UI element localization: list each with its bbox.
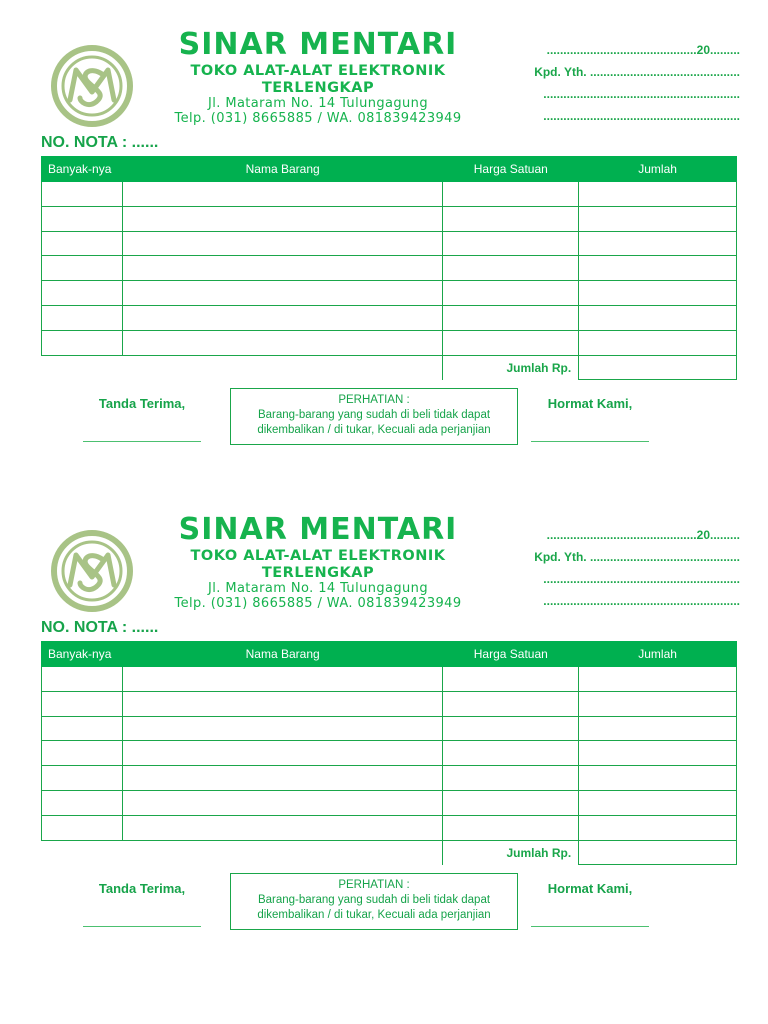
store-subtitle-line-1: TOKO ALAT-ALAT ELEKTRONIK <box>190 63 446 79</box>
column-header-qty: Banyak-nya <box>42 642 123 667</box>
unit-price-cell[interactable] <box>443 182 579 207</box>
regards-signature-line[interactable] <box>531 441 649 442</box>
unit-price-cell[interactable] <box>443 667 579 692</box>
item-name-cell[interactable] <box>122 305 442 330</box>
table-row <box>42 815 737 840</box>
item-name-cell[interactable] <box>122 766 442 791</box>
store-name: SINAR MENTARI <box>178 27 458 62</box>
total-cell[interactable] <box>579 305 737 330</box>
store-address: Jl. Mataram No. 14 Tulungagung <box>208 96 428 111</box>
item-name-cell[interactable] <box>122 330 442 355</box>
qty-cell[interactable] <box>42 790 123 815</box>
table-header <box>42 642 737 667</box>
item-name-cell[interactable] <box>122 231 442 256</box>
received-by-label: Tanda Terima, <box>98 396 186 411</box>
total-cell[interactable] <box>579 206 737 231</box>
address-line-1[interactable]: ........................................................... <box>543 87 740 101</box>
regards-signature-line[interactable] <box>531 926 649 927</box>
items-table <box>41 156 737 380</box>
qty-cell[interactable] <box>42 716 123 741</box>
unit-price-cell[interactable] <box>443 330 579 355</box>
column-header-total: Jumlah <box>579 642 737 667</box>
store-subtitle-line-2: TERLENGKAP <box>261 80 375 96</box>
column-header-unit-price: Harga Satuan <box>443 157 579 182</box>
store-subtitle <box>160 548 476 582</box>
total-cell[interactable] <box>579 182 737 207</box>
invoice-number[interactable]: NO. NOTA : ...... <box>41 619 159 636</box>
qty-cell[interactable] <box>42 691 123 716</box>
notice-line-2: dikembalikan / di tukar, Kecuali ada perjanjian <box>257 909 491 921</box>
total-cell[interactable] <box>579 330 737 355</box>
total-cell[interactable] <box>579 231 737 256</box>
store-address: Jl. Mataram No. 14 Tulungagung <box>208 581 428 596</box>
table-row <box>42 691 737 716</box>
total-label: Jumlah Rp. <box>506 845 572 860</box>
item-name-cell[interactable] <box>122 716 442 741</box>
item-name-cell[interactable] <box>122 182 442 207</box>
unit-price-cell[interactable] <box>443 766 579 791</box>
table-row <box>42 256 737 281</box>
total-row <box>42 355 737 380</box>
item-name-cell[interactable] <box>122 206 442 231</box>
column-header-unit-price: Harga Satuan <box>443 642 579 667</box>
table-row <box>42 305 737 330</box>
table-row <box>42 766 737 791</box>
total-cell[interactable] <box>579 281 737 306</box>
qty-cell[interactable] <box>42 206 123 231</box>
invoice-number[interactable]: NO. NOTA : ...... <box>41 134 159 151</box>
sm-monogram-logo <box>50 529 134 613</box>
address-line-2[interactable]: ........................................................... <box>543 594 740 608</box>
total-cell[interactable] <box>579 256 737 281</box>
table-row <box>42 741 737 766</box>
total-cell[interactable] <box>579 815 737 840</box>
qty-cell[interactable] <box>42 667 123 692</box>
nota-form-2 <box>0 485 768 955</box>
store-subtitle-line-1: TOKO ALAT-ALAT ELEKTRONIK <box>190 548 446 564</box>
received-signature-line[interactable] <box>83 441 201 442</box>
recipient-block <box>516 42 740 130</box>
nota-form-1 <box>0 0 768 470</box>
qty-cell[interactable] <box>42 231 123 256</box>
table-row <box>42 667 737 692</box>
received-by-label: Tanda Terima, <box>98 881 186 896</box>
total-label: Jumlah Rp. <box>506 360 572 375</box>
total-cell[interactable] <box>579 741 737 766</box>
qty-cell[interactable] <box>42 182 123 207</box>
column-header-item-name: Nama Barang <box>122 642 442 667</box>
address-line-2[interactable]: ........................................................... <box>543 109 740 123</box>
unit-price-cell[interactable] <box>443 281 579 306</box>
unit-price-cell[interactable] <box>443 790 579 815</box>
unit-price-cell[interactable] <box>443 206 579 231</box>
total-amount-cell[interactable] <box>579 840 737 865</box>
item-name-cell[interactable] <box>122 790 442 815</box>
unit-price-cell[interactable] <box>443 741 579 766</box>
received-signature-line[interactable] <box>83 926 201 927</box>
item-name-cell[interactable] <box>122 815 442 840</box>
recipient-line[interactable]: Kpd. Yth. ............................................. <box>534 550 740 564</box>
table-row <box>42 182 737 207</box>
total-cell[interactable] <box>579 716 737 741</box>
recipient-line[interactable]: Kpd. Yth. ............................................. <box>534 65 740 79</box>
unit-price-cell[interactable] <box>443 691 579 716</box>
store-name: SINAR MENTARI <box>178 512 458 547</box>
notice-title: PERHATIAN : <box>338 879 410 891</box>
qty-cell[interactable] <box>42 281 123 306</box>
item-name-cell[interactable] <box>122 691 442 716</box>
unit-price-cell[interactable] <box>443 305 579 330</box>
item-name-cell[interactable] <box>122 256 442 281</box>
qty-cell[interactable] <box>42 305 123 330</box>
notice-line-1: Barang-barang yang sudah di beli tidak dapat <box>257 894 491 906</box>
column-header-total: Jumlah <box>579 157 737 182</box>
table-row <box>42 206 737 231</box>
table-row <box>42 716 737 741</box>
date-line[interactable]: .............................................20......... <box>546 528 740 542</box>
notice-box <box>230 873 518 930</box>
total-cell[interactable] <box>579 691 737 716</box>
table-header <box>42 157 737 182</box>
unit-price-cell[interactable] <box>443 716 579 741</box>
regards-label: Hormat Kami, <box>547 396 633 411</box>
total-row <box>42 840 737 865</box>
table-row <box>42 231 737 256</box>
address-line-1[interactable]: ........................................................... <box>543 572 740 586</box>
qty-cell[interactable] <box>42 330 123 355</box>
store-subtitle-line-2: TERLENGKAP <box>261 565 375 581</box>
store-phone: Telp. (031) 8665885 / WA. 081839423949 <box>174 596 462 611</box>
date-line[interactable]: .............................................20......... <box>546 43 740 57</box>
table-row <box>42 281 737 306</box>
item-name-cell[interactable] <box>122 741 442 766</box>
store-phone: Telp. (031) 8665885 / WA. 081839423949 <box>174 111 462 126</box>
column-header-item-name: Nama Barang <box>122 157 442 182</box>
unit-price-cell[interactable] <box>443 256 579 281</box>
item-name-cell[interactable] <box>122 667 442 692</box>
regards-label: Hormat Kami, <box>547 881 633 896</box>
total-amount-cell[interactable] <box>579 355 737 380</box>
total-cell[interactable] <box>579 766 737 791</box>
table-row <box>42 330 737 355</box>
total-cell[interactable] <box>579 667 737 692</box>
qty-cell[interactable] <box>42 815 123 840</box>
items-table <box>41 641 737 865</box>
notice-box <box>230 388 518 445</box>
unit-price-cell[interactable] <box>443 231 579 256</box>
column-header-qty: Banyak-nya <box>42 157 123 182</box>
notice-title: PERHATIAN : <box>338 394 410 406</box>
unit-price-cell[interactable] <box>443 815 579 840</box>
qty-cell[interactable] <box>42 256 123 281</box>
recipient-block <box>516 527 740 615</box>
sm-monogram-logo <box>50 44 134 128</box>
notice-line-2: dikembalikan / di tukar, Kecuali ada perjanjian <box>257 424 491 436</box>
qty-cell[interactable] <box>42 741 123 766</box>
qty-cell[interactable] <box>42 766 123 791</box>
item-name-cell[interactable] <box>122 281 442 306</box>
store-subtitle <box>160 63 476 97</box>
total-cell[interactable] <box>579 790 737 815</box>
table-row <box>42 790 737 815</box>
notice-line-1: Barang-barang yang sudah di beli tidak dapat <box>257 409 491 421</box>
